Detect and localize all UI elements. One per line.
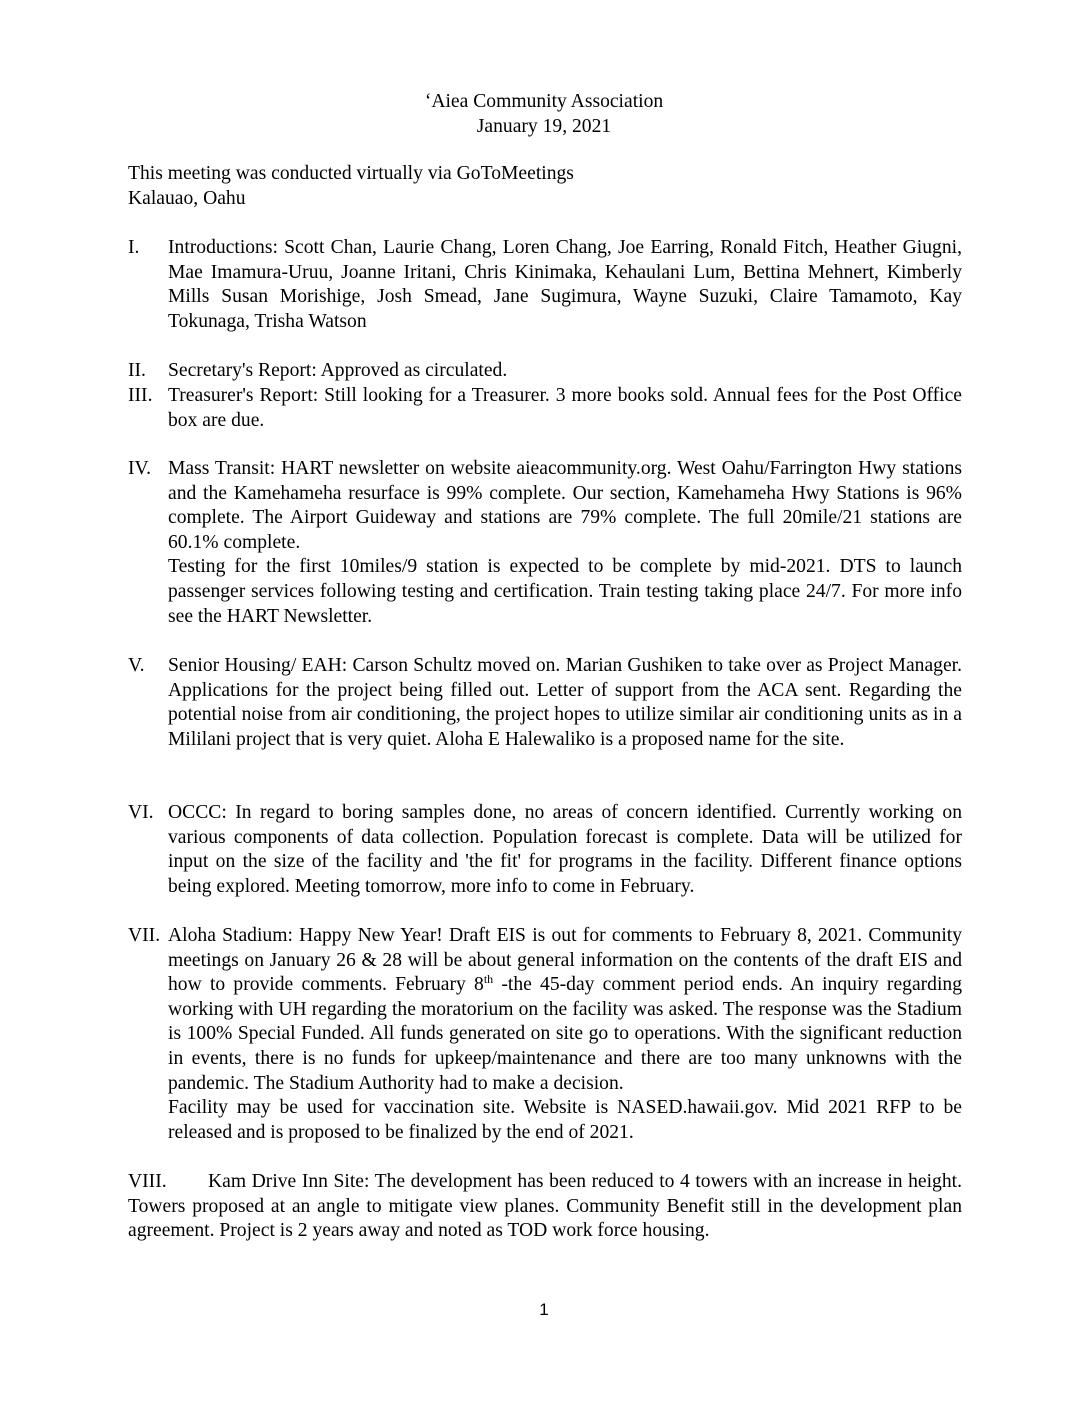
meeting-info <box>128 162 968 211</box>
agenda-item-treasurer-report <box>128 384 962 433</box>
item-body <box>168 384 962 433</box>
agenda-item-senior-housing <box>128 654 962 752</box>
item-paragraph: Senior Housing/ EAH: Carson Schultz moved on. Marian Gushiken to take over as Project Manager. Applications for the project being filled out. Letter of support from the ACA sent. Regarding the potential noise from air conditioning, the project hopes to utilize similar air conditioning units as in a Mililani project that is very quiet. Aloha E Halewaliko is a proposed name for the site. <box>168 655 962 750</box>
item-number: VIII. <box>128 1171 167 1192</box>
paragraph-text: -the 45-day comment period ends. An inquiry regarding working with UH regarding the moratorium on the facility was asked. The response was the Stadium is 100% Special Funded. All funds generated on site go to operations. With the significant reduction in events, there is no funds for upkeep/maintenance and there are too many unknowns with the pandemic. The Stadium Authority had to make a decision. <box>168 974 962 1094</box>
meeting-format-line: This meeting was conducted virtually via GoToMeetings <box>128 163 574 184</box>
agenda-item-introductions <box>128 236 962 334</box>
agenda-item-kam-drive-inn <box>128 1170 962 1244</box>
item-number: VII. <box>128 925 161 946</box>
agenda-item-aloha-stadium <box>128 924 962 1145</box>
item-body <box>168 801 962 899</box>
item-paragraph: Mass Transit: HART newsletter on website aieacommunity.org. West Oahu/Farrington Hwy stations and the Kamehameha resurface is 99% complete. Our section, Kamehameha Hwy Stations is 96% complete. The Airport Guideway and stations are 79% complete. The full 20mile/21 stations are 60.1% complete. <box>168 458 962 553</box>
paragraph-text: Aloha Stadium: Happy New Year! Draft EIS is out for comments to February 8, 2021. Community meetings on January 26 & 28 will be about general information on the contents of the draft EIS and how to provide comments. February 8 <box>168 925 962 996</box>
item-paragraph: Kam Drive Inn Site: The development has been reduced to 4 towers with an increase in height. Towers proposed at an angle to mitigate view planes. Community Benefit still in the development plan agreement. Project is 2 years away and noted as TOD work force housing. <box>128 1171 962 1242</box>
item-number: V. <box>128 655 145 676</box>
page-number: 1 <box>539 1300 549 1319</box>
agenda-item-mass-transit <box>128 457 962 629</box>
item-body <box>168 359 962 384</box>
item-paragraph: Testing for the first 10miles/9 station is expected to be complete by mid-2021. DTS to launch passenger services following testing and certification. Train testing taking place 24/7. For more info see the HART Newsletter. <box>168 556 962 627</box>
item-number: VI. <box>128 802 154 823</box>
item-paragraph: OCCC: In regard to boring samples done, no areas of concern identified. Currently working on various components of data collection. Population forecast is complete. Data will be utilized for input on the size of the facility and 'the fit' for programs in the facility. Different finance options being explored. Meeting tomorrow, more info to come in February. <box>168 802 962 897</box>
item-number: I. <box>128 237 140 258</box>
organization-name: ‘Aiea Community Association <box>424 91 664 112</box>
item-paragraph: Introductions: Scott Chan, Laurie Chang, Loren Chang, Joe Earring, Ronald Fitch, Heather Giugni, Mae Imamura-Uruu, Joanne Iritani, Chris Kinimaka, Kehaulani Lum, Bettina Mehnert, Kimberly Mills Susan Morishige, Josh Smead, Jane Sugimura, Wayne Suzuki, Claire Tamamoto, Kay Tokunaga, Trisha Watson <box>168 237 962 332</box>
agenda-item-occc <box>128 801 962 899</box>
document-header <box>0 90 1088 139</box>
item-paragraph: Secretary's Report: Approved as circulated. <box>168 360 508 381</box>
item-number: III. <box>128 385 153 406</box>
ordinal-suffix: th <box>483 972 494 987</box>
meeting-date: January 19, 2021 <box>476 115 612 137</box>
item-number: II. <box>128 360 146 381</box>
item-body <box>168 236 962 334</box>
item-body <box>168 457 962 629</box>
item-body <box>168 654 962 752</box>
item-body <box>168 924 962 1145</box>
meeting-location-line: Kalauao, Oahu <box>128 187 246 209</box>
item-paragraph: Facility may be used for vaccination site. Website is NASED.hawaii.gov. Mid 2021 RFP to be released and is proposed to be finalized by the end of 2021. <box>168 1097 962 1143</box>
item-paragraph <box>168 924 962 1096</box>
item-paragraph: Treasurer's Report: Still looking for a Treasurer. 3 more books sold. Annual fees for the Post Office box are due. <box>168 385 962 431</box>
agenda-item-secretary-report <box>128 359 962 384</box>
item-number: IV. <box>128 458 152 479</box>
